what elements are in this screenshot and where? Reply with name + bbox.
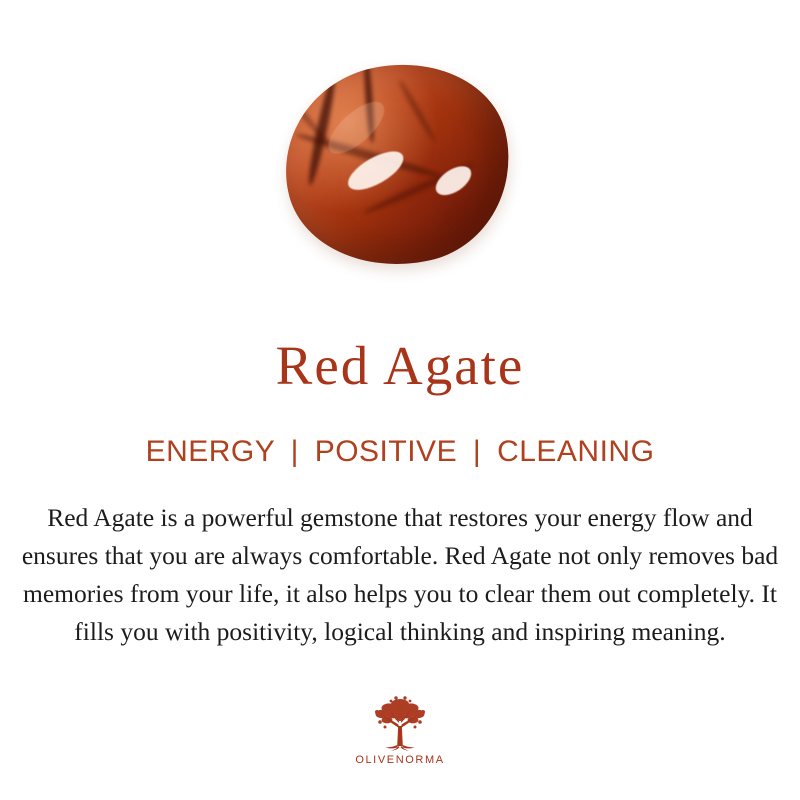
brand-logo (355, 690, 444, 766)
tree-of-life-icon (363, 690, 437, 752)
red-agate-stone-icon (267, 44, 529, 286)
keyword-separator: | (472, 435, 482, 468)
page-title: Red Agate (275, 335, 525, 396)
keyword-separator: | (290, 435, 299, 468)
gemstone-illustration (275, 55, 525, 285)
keyword-positive: POSITIVE (314, 435, 458, 468)
keyword-cleaning: CLEANING (497, 435, 655, 468)
stone-vein (397, 79, 437, 143)
brand-name: OLIVENORMA (355, 754, 445, 767)
gemstone-image-area (0, 0, 800, 330)
keyword-list (146, 435, 655, 469)
keyword-energy: ENERGY (145, 435, 275, 468)
product-description: Red Agate is a powerful gemstone that restores your energy flow and ensures that you are always comfortable. Red Agate not only removes bad memories from your life, it also helps you to clear them out completely. It fills you with positivity, logical thinking and inspiring meaning. (21, 503, 779, 646)
